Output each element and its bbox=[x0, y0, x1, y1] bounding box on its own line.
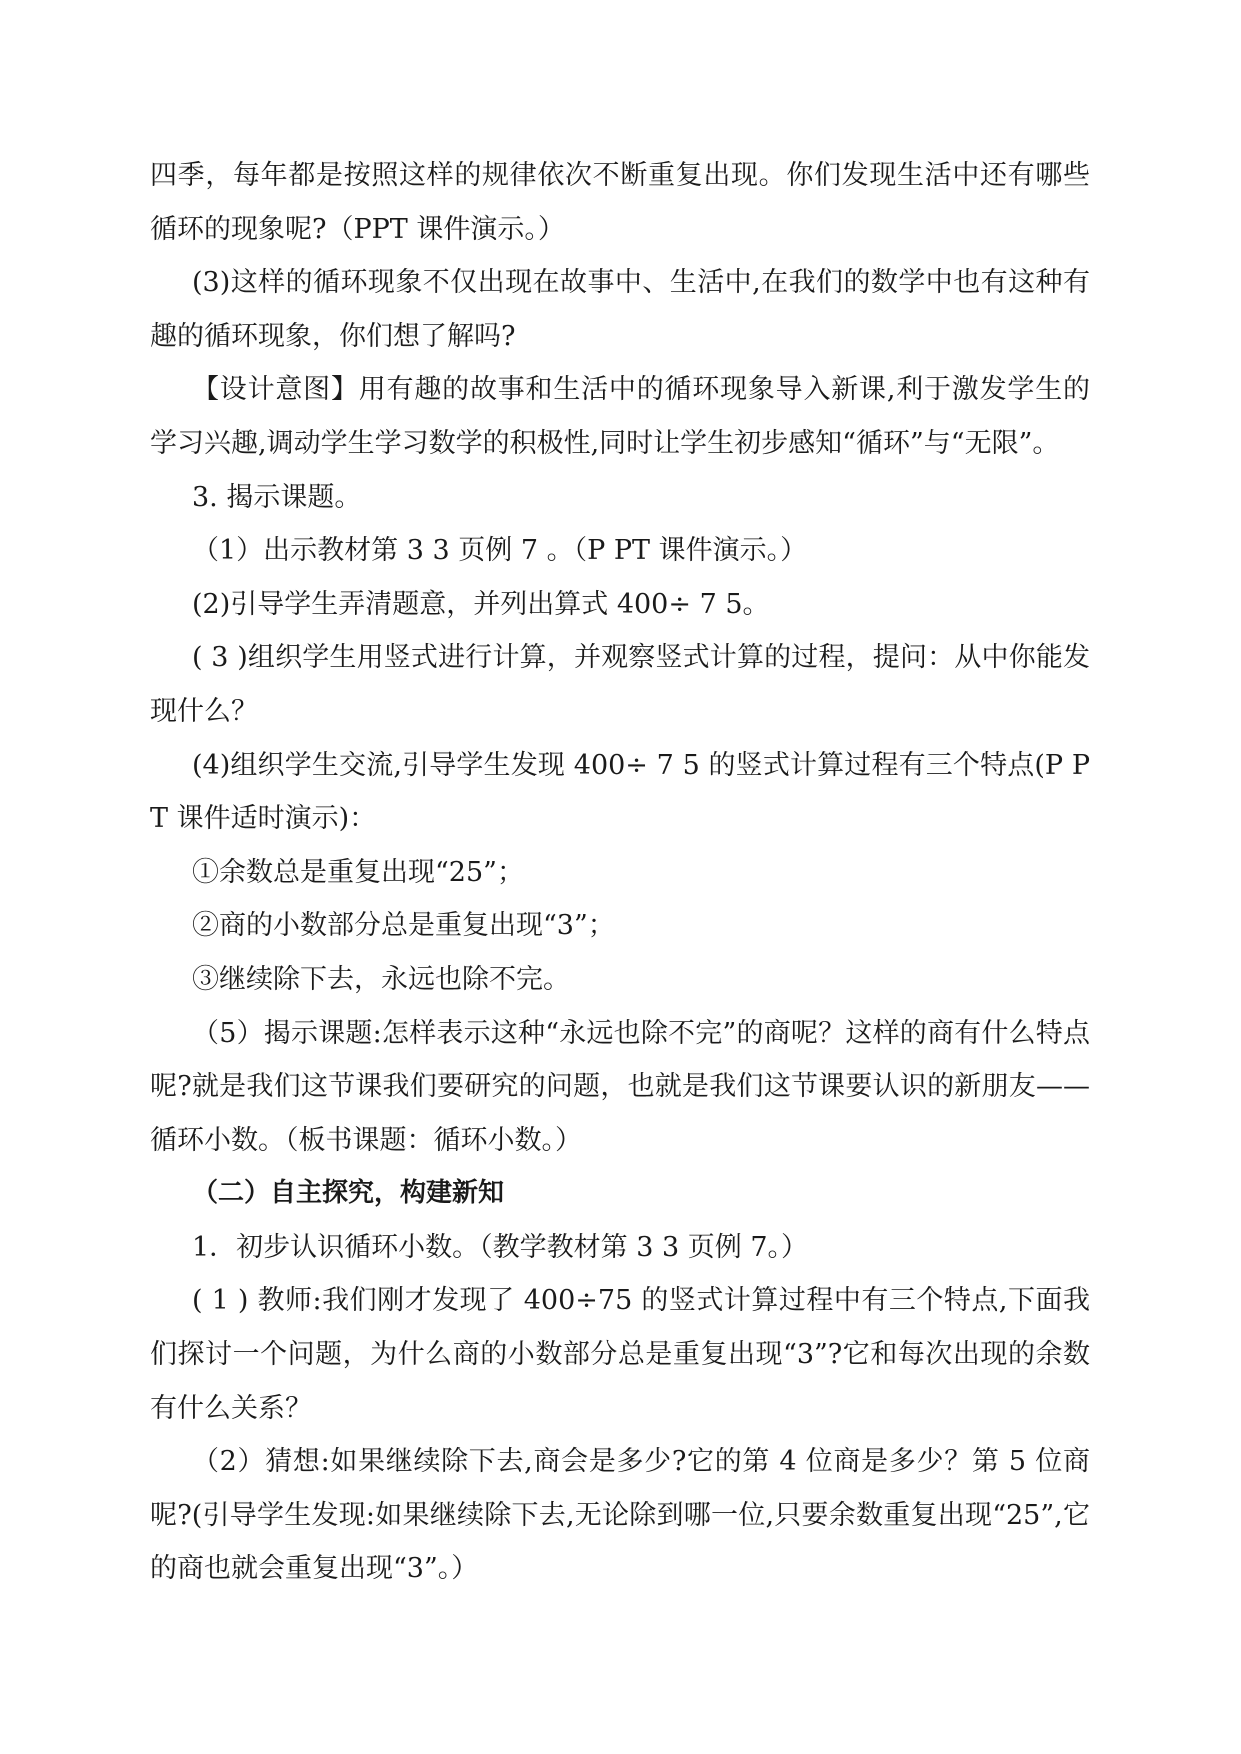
paragraph-seasons-continuation: 四季，每年都是按照这样的规律依次不断重复出现。你们发现生活中还有哪些循环的现象呢?（PPT 课件演示。） bbox=[150, 160, 1090, 245]
paragraph-reveal-step-4: (4)组织学生交流,引导学生发现 400÷ 7 5 的竖式计算过程有三个特点(P P T 课件适时演示)： bbox=[150, 749, 1090, 835]
section-heading-explore: （二）自主探究，构建新知 bbox=[192, 1178, 505, 1209]
document-body bbox=[150, 149, 1090, 1596]
list-item-remainder: ①余数总是重复出现“25”； bbox=[192, 856, 524, 888]
list-item-quotient: ②商的小数部分总是重复出现“3”； bbox=[192, 910, 615, 942]
paragraph-teacher-question: ( 1 ) 教师:我们刚才发现了 400÷75 的竖式计算过程中有三个特点,下面我们探讨一个问题，为什么商的小数部分总是重复出现“3”?它和每次出现的余数有什么关系？ bbox=[150, 1285, 1090, 1424]
paragraph-guess: （2）猜想:如果继续除下去,商会是多少?它的第 4 位商是多少？第 5 位商呢?(引导学生发现:如果继续除下去,无论除到哪一位,只要余数重复出现“25”,它的商也就会重复出现“3”。） bbox=[150, 1446, 1090, 1585]
paragraph-reveal-step-2: (2)引导学生弄清题意，并列出算式 400÷ 7 5。 bbox=[192, 588, 770, 620]
paragraph-reveal-step-3: ( 3 )组织学生用竖式进行计算，并观察竖式计算的过程，提问：从中你能发现什么？ bbox=[150, 642, 1090, 727]
paragraph-step-3-cycle: (3)这样的循环现象不仅出现在故事中、生活中,在我们的数学中也有这种有趣的循环现象，你们想了解吗? bbox=[150, 267, 1090, 352]
paragraph-design-intent: 【设计意图】用有趣的故事和生活中的循环现象导入新课,利于激发学生的学习兴趣,调动学生学习数学的积极性,同时让学生初步感知“循环”与“无限”。 bbox=[150, 374, 1090, 459]
paragraph-reveal-step-1: （1）出示教材第 3 3 页例 7 。（P PT 课件演示。） bbox=[192, 535, 808, 567]
subsection-initial-recognition: 1．初步认识循环小数。（教学教材第 3 3 页例 7。） bbox=[192, 1231, 809, 1263]
section-reveal-topic: 3. 揭示课题。 bbox=[192, 481, 362, 513]
list-item-endless: ③继续除下去，永远也除不完。 bbox=[192, 963, 570, 995]
paragraph-reveal-step-5: （5）揭示课题:怎样表示这种“永远也除不完”的商呢？这样的商有什么特点呢?就是我们这节课我们要研究的问题，也就是我们这节课要认识的新朋友——循环小数。（板书课题：循环小数。） bbox=[150, 1017, 1090, 1156]
